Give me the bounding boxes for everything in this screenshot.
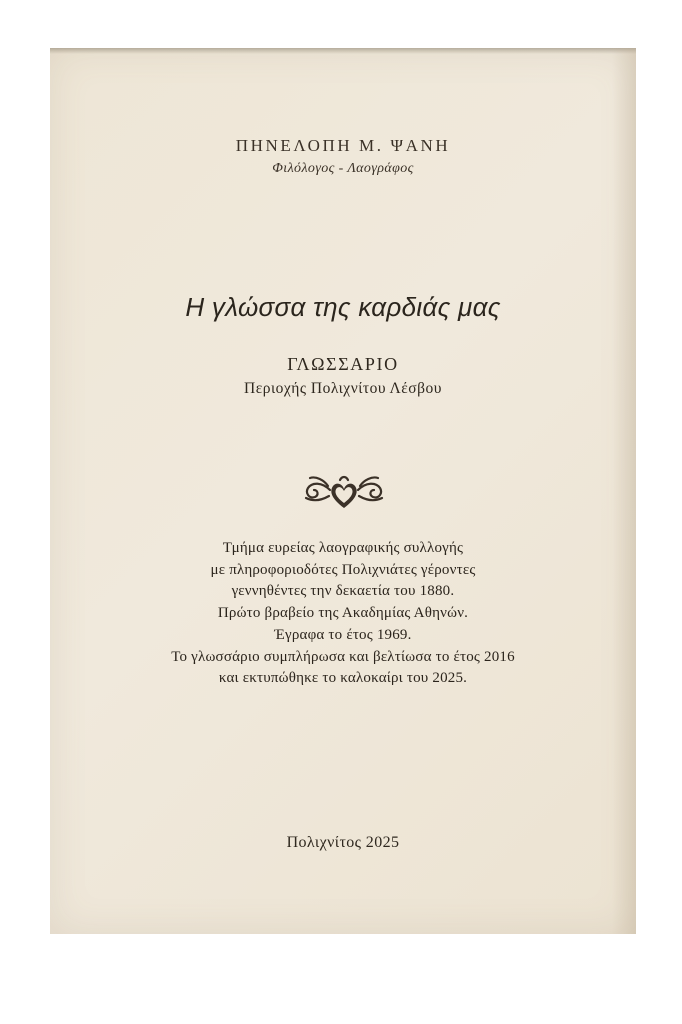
heart-flourish-icon (296, 468, 392, 514)
description-line: με πληροφοριοδότες Πολιχνιάτες γέροντες (210, 561, 476, 578)
title-page (50, 48, 636, 934)
description-line: και εκτυπώθηκε το καλοκαίρι του 2025. (218, 670, 468, 687)
description-line: Τμήμα ευρείας λαογραφικής συλλογής (222, 540, 464, 556)
description-line: γεννηθέντες την δεκαετία του 1880. (231, 583, 455, 600)
description-line: Πρώτο βραβείο της Ακαδημίας Αθηνών. (217, 605, 469, 622)
description-line: Το γλωσσάριο συμπλήρωσα και βελτίωσα το έτος 2016 (171, 648, 515, 665)
author-name: ΠΗΝΕΛΟΠΗ Μ. ΨΑΝΗ (235, 136, 451, 155)
description-line: Έγραφα το έτος 1969. (274, 626, 412, 643)
book-title: Η γλώσσα της καρδιάς μας (185, 292, 501, 322)
glossary-heading: ΓΛΩΣΣΑΡΙΟ (287, 354, 399, 374)
imprint-place-year: Πολιχνίτος 2025 (286, 834, 400, 851)
author-profession: Φιλόλογος - Λαογράφος (272, 161, 414, 176)
description-block (50, 538, 636, 690)
glossary-region: Περιοχής Πολιχνίτου Λέσβου (244, 380, 442, 397)
